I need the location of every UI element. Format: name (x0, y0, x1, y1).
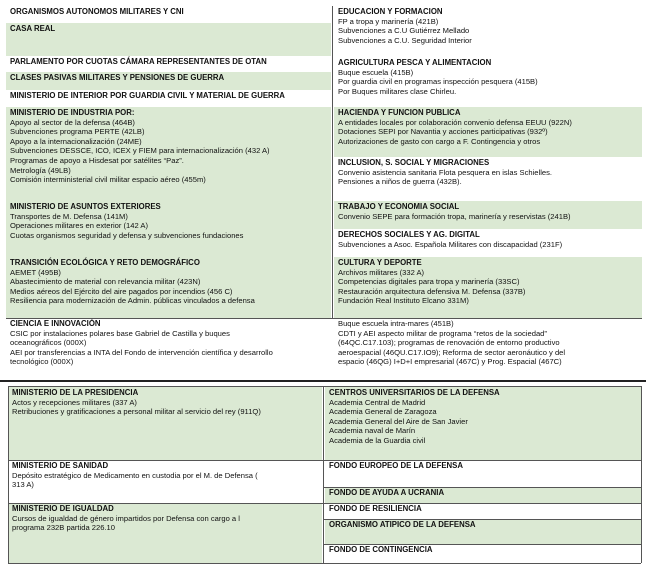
block-line: CSIC por instalaciones polares base Gabriel de Castilla y buques (10, 328, 230, 338)
row-divider (323, 519, 641, 520)
row-divider (8, 563, 641, 564)
block-derechos-sociales (334, 229, 642, 257)
row-divider (323, 544, 641, 545)
block-title: PARLAMENTO POR CUOTAS CÁMARA REPRESENTANTES DE OTAN (10, 57, 267, 66)
block-line: Operaciones militares en exterior (142 A) (10, 221, 149, 231)
column-divider (8, 386, 9, 563)
block-line: Buque escuela intra-mares (451B) (338, 319, 454, 328)
block-organismos-autonomos (6, 6, 331, 23)
block-line: oceanográficos (000X) (10, 338, 87, 348)
block-line: Academia de la Guardia civil (329, 435, 426, 445)
block-line: Buque escuela (415B) (338, 67, 414, 77)
block-line: Programas de apoyo a Hisdesat por satélites “Paz”. (10, 155, 184, 165)
block-line: Archivos militares (332 A) (338, 267, 425, 277)
block-title: MINISTERIO DE INDUSTRIA POR: (10, 108, 135, 117)
block-ministerio-interior (6, 90, 331, 107)
block-fondo-europeo-defensa (325, 460, 641, 487)
block-title: DERECHOS SOCIALES Y AG. DIGITAL (338, 230, 480, 239)
block-line: Depósito estratégico de Medicamento en custodia por el M. de Defensa ( (12, 470, 258, 480)
block-title: AGRICULTURA PESCA Y ALIMENTACION (338, 58, 492, 67)
block-asuntos-exteriores (6, 201, 331, 257)
block-transicion-ecologica (6, 257, 331, 318)
block-line: Abastecimiento de material con relevancia militar (423N) (10, 277, 201, 287)
block-agricultura-pesca (334, 57, 642, 107)
block-line: 313 A) (12, 480, 34, 490)
block-line: Academia General del Aire de San Javier (329, 416, 468, 426)
row-divider (8, 386, 641, 387)
block-inclusion-seguridad-social (334, 157, 642, 201)
block-line: Comisión interministerial civil militar espacio aéreo (455m) (10, 175, 206, 185)
block-cultura-deporte (334, 257, 642, 318)
block-line: (64QC.C17.103); programas de renovación de entorno productivo (338, 338, 560, 348)
block-line: Dotaciones SEPI por Navantia y acciones participativas (932º) (338, 127, 548, 137)
block-line: Metrología (49LB) (10, 165, 71, 175)
block-title: INCLUSION, S. SOCIAL Y MIGRACIONES (338, 158, 490, 167)
block-title: EDUCACION Y FORMACION (338, 7, 443, 16)
block-ciencia-innovacion (6, 318, 331, 378)
block-educacion-formacion (334, 6, 642, 57)
block-line: Transportes de M. Defensa (141M) (10, 211, 128, 221)
block-line: Apoyo a la internacionalización (24ME) (10, 136, 142, 146)
block-line: Subvenciones programa PERTE (42LB) (10, 127, 145, 137)
block-line: Academia Central de Madrid (329, 397, 426, 407)
column-divider (323, 386, 324, 563)
row-divider (8, 503, 641, 504)
block-ministerio-industria (6, 107, 331, 201)
block-casa-real (6, 23, 331, 56)
block-title: MINISTERIO DE ASUNTOS EXTERIORES (10, 202, 161, 211)
block-title: FONDO DE CONTINGENCIA (329, 545, 433, 554)
block-line: Competencias digitales para tropa y marinería (33SC) (338, 277, 520, 287)
block-title: FONDO DE AYUDA A UCRANIA (329, 488, 445, 497)
block-ministerio-igualdad (8, 503, 322, 563)
row-divider (8, 460, 641, 461)
block-title: MINISTERIO DE LA PRESIDENCIA (12, 388, 139, 397)
block-line: Medios aéreos del Ejército del aire pagados por incendios (456 C) (10, 286, 233, 296)
block-title: TRABAJO Y ECONOMIA SOCIAL (338, 202, 460, 211)
block-line: tecnológico (000X) (10, 357, 74, 367)
block-title: ORGANISMO ATIPICO DE LA DEFENSA (329, 520, 476, 529)
block-title: CIENCIA E INNOVACIÓN (10, 319, 101, 328)
block-line: Por Buques militares clase Chirleu. (338, 86, 457, 96)
block-hacienda-funcion-publica (334, 107, 642, 157)
block-line: Fundación Real Instituto Elcano 331M) (338, 296, 469, 306)
block-title: FONDO EUROPEO DE LA DEFENSA (329, 461, 464, 470)
block-line: Convenio asistencia sanitaria Flota pesquera en islas Schielles. (338, 167, 553, 177)
block-line: Restauración arquitectura defensiva M. Defensa (337B) (338, 286, 526, 296)
row-divider (6, 318, 642, 319)
block-title: CASA REAL (10, 24, 56, 33)
block-title: HACIENDA Y FUNCION PUBLICA (338, 108, 461, 117)
row-divider (323, 487, 641, 488)
block-title: CULTURA Y DEPORTE (338, 258, 422, 267)
block-line: Subvenciones a Asoc. Española Militares con discapacidad (231F) (338, 239, 563, 249)
block-ministerio-sanidad (8, 460, 322, 503)
block-line: Pensiones a niños de guerra (432B). (338, 177, 462, 187)
block-line: Cuotas organismos seguridad y defensa y subvenciones fundaciones (10, 230, 244, 240)
block-parlamento-otan (6, 56, 331, 72)
block-line: Retribuciones y gratificaciones a personal militar al servicio del rey (911Q) (12, 407, 261, 417)
block-line: Subvenciones DESSCE, ICO, ICEX y FIEM para internacionalización (432 A) (10, 146, 270, 156)
block-title: MINISTERIO DE SANIDAD (12, 461, 109, 470)
block-line: Subvenciones a C.U Gutiérrez Mellado (338, 26, 470, 36)
block-ministerio-presidencia (8, 387, 322, 460)
block-title: CLASES PASIVAS MILITARES Y PENSIONES DE GUERRA (10, 73, 225, 82)
block-line: Autorizaciones de gasto con cargo a F. Contingencia y otros (338, 136, 541, 146)
block-title: MINISTERIO DE IGUALDAD (12, 504, 114, 513)
block-line: AEI por transferencias a INTA del Fondo de intervención científica y desarrollo (10, 347, 273, 357)
block-line: AEMET (495B) (10, 267, 61, 277)
block-line: Por guardia civil en programas inspección pesquera (415B) (338, 77, 538, 87)
block-line: aeroespacial (46QU.C17.IO9); Reforma de sector aeronáutico y del (338, 347, 566, 357)
block-line: Academia naval de Marín (329, 426, 416, 436)
block-fondo-resiliencia (325, 503, 641, 519)
block-line: Actos y recepciones militares (337 A) (12, 397, 137, 407)
block-trabajo-economia-social (334, 201, 642, 229)
block-centros-universitarios (325, 387, 641, 460)
block-line: FP a tropa y marinería (421B) (338, 16, 439, 26)
block-title: FONDO DE RESILIENCIA (329, 504, 422, 513)
block-line: Resiliencia para modernización de Admin. públicas vinculados a defensa (10, 296, 255, 306)
block-line: Convenio SEPE para formación tropa, marinería y reservistas (241B) (338, 211, 571, 221)
block-clases-pasivas (6, 72, 331, 90)
block-line: programa 232B partida 226.10 (12, 523, 116, 533)
block-line: Cursos de igualdad de género impartidos por Defensa con cargo a l (12, 513, 240, 523)
block-title: TRANSICIÓN ECOLÓGICA Y RETO DEMOGRÁFICO (10, 258, 200, 267)
block-fondo-ayuda-ucrania (325, 487, 641, 503)
block-ciencia-continuation (334, 318, 642, 378)
block-title: CENTROS UNIVERSITARIOS DE LA DEFENSA (329, 388, 500, 397)
block-line: Apoyo al sector de la defensa (464B) (10, 117, 135, 127)
block-line: Subvenciones a C.U. Seguridad Interior (338, 35, 472, 45)
block-fondo-contingencia (325, 544, 641, 563)
column-divider (332, 6, 333, 318)
block-title: ORGANISMOS AUTONOMOS MILITARES Y CNI (10, 7, 184, 16)
block-line: CDTI y AEI aspecto militar de programa “retos de la sociedad” (338, 328, 547, 338)
block-organismo-atipico (325, 519, 641, 544)
section-separator (0, 380, 646, 382)
block-line: Academia General de Zaragoza (329, 407, 437, 417)
block-line: espacio (46QG) I+D+I empresarial (467C) y Prog. Espacial (467C) (338, 357, 562, 367)
column-divider (641, 386, 642, 563)
block-title: MINISTERIO DE INTERIOR POR GUARDIA CIVIL Y MATERIAL DE GUERRA (10, 91, 285, 100)
block-line: A entidades locales por colaboración convenio defensa EEUU (922N) (338, 117, 572, 127)
